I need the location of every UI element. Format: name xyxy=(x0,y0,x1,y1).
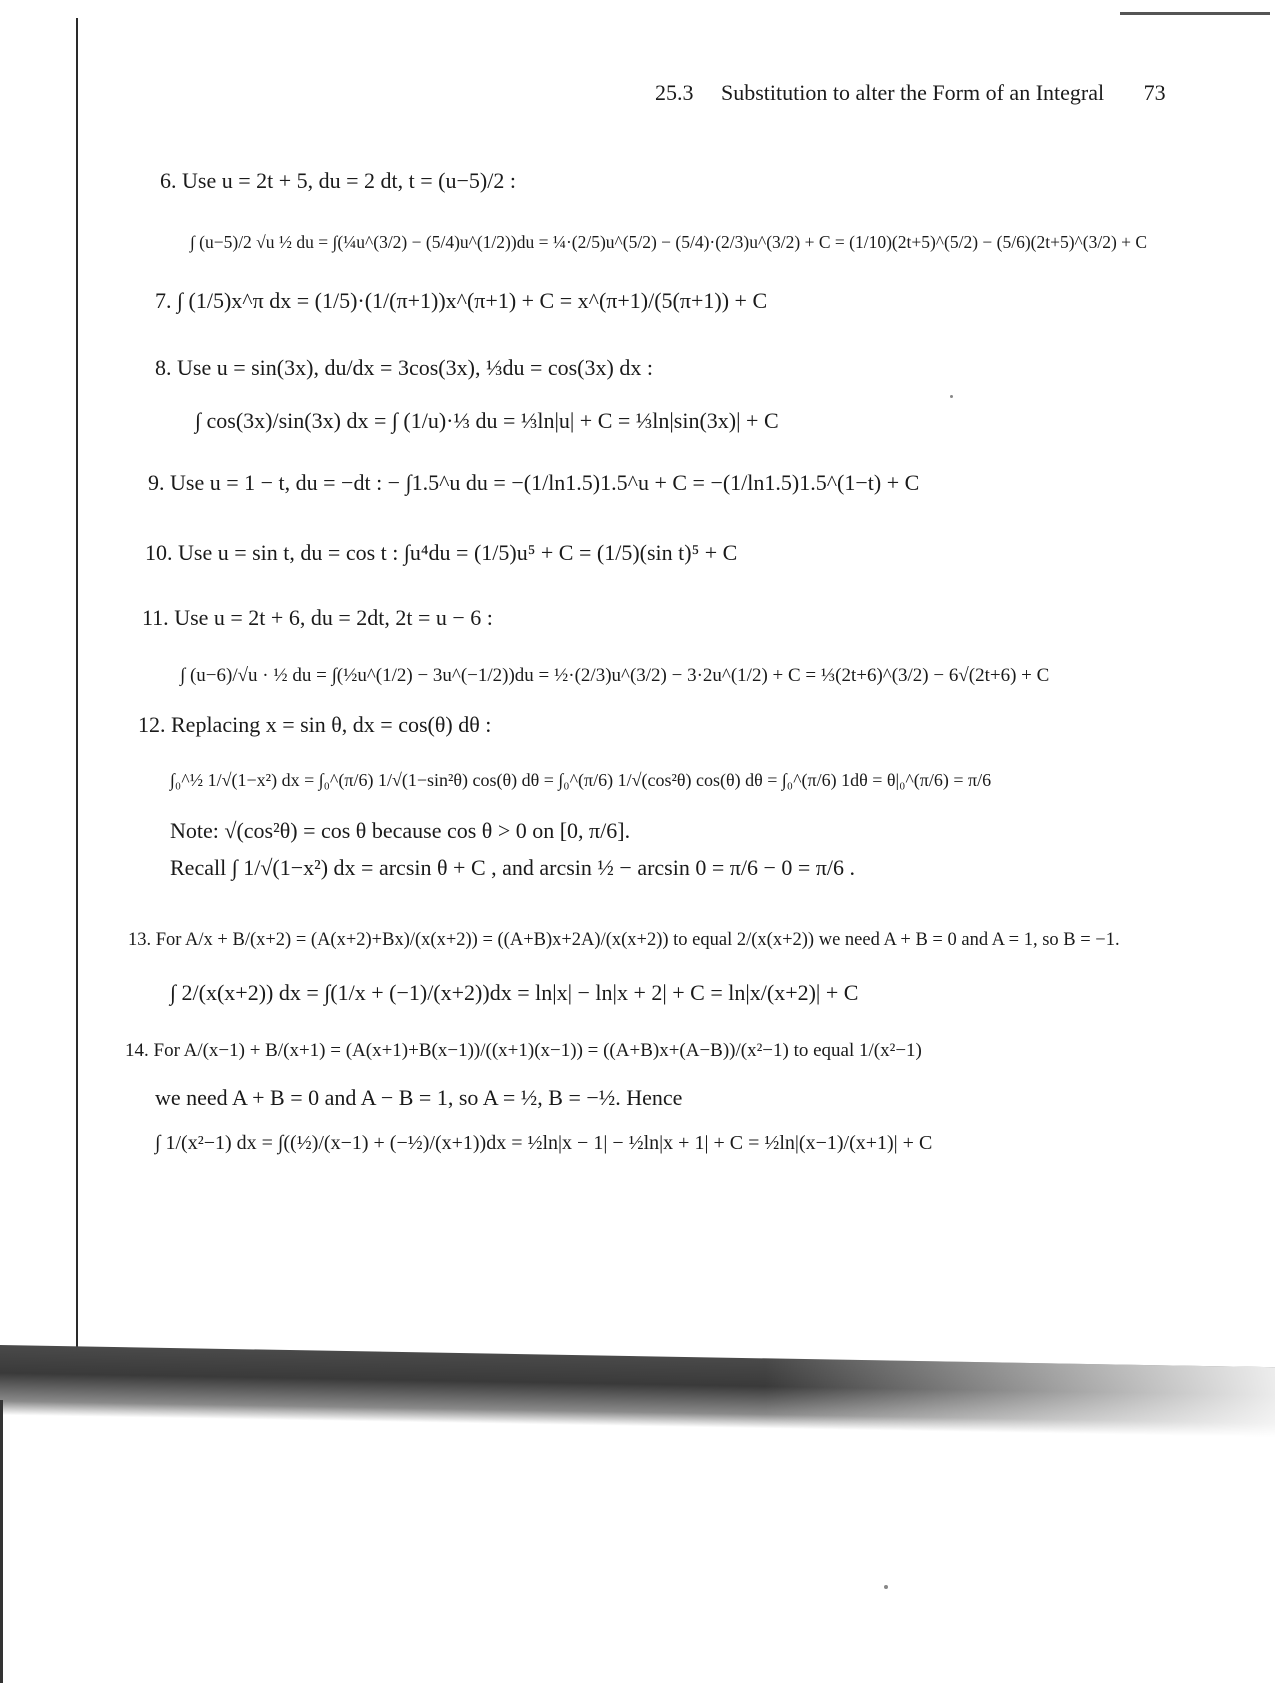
problem-12-note: Note: √(cos²θ) = cos θ because cos θ > 0 on [0, π/6]. xyxy=(170,818,631,843)
section-number: 25.3 xyxy=(655,80,694,105)
problem-7-line-1: 7. ∫ (1/5)x^π dx = (1/5)·(1/(π+1))x^(π+1) + C = x^(π+1)/(5(π+1)) + C xyxy=(155,288,768,313)
problem-11-line-1: 11. Use u = 2t + 6, du = 2dt, 2t = u − 6 : xyxy=(142,605,493,630)
problem-6-line-2: ∫ (u−5)/2 √u ½ du = ∫(¼u^(3/2) − (5/4)u^(1/2))du = ¼·(2/5)u^(5/2) − (5/4)·(2/3)u^(3/2) + C = (1/10)(2t+5)^(5/2) − (5/6)(2t+5)^(3/2) + C xyxy=(190,232,1148,252)
problem-9-line-1: 9. Use u = 1 − t, du = −dt : − ∫1.5^u du = −(1/ln1.5)1.5^u + C = −(1/ln1.5)1.5^(1−t) + C xyxy=(148,470,920,495)
problem-14-line-2: we need A + B = 0 and A − B = 1, so A = ½, B = −½. Hence xyxy=(155,1085,683,1110)
scan-speck xyxy=(884,1585,888,1589)
problem-14-line-3: ∫ 1/(x²−1) dx = ∫((½)/(x−1) + (−½)/(x+1))dx = ½ln|x − 1| − ½ln|x + 1| + C = ½ln|(x−1)/(x+1)| + C xyxy=(155,1132,933,1154)
problem-14-line-1: 14. For A/(x−1) + B/(x+1) = (A(x+1)+B(x−1))/((x+1)(x−1)) = ((A+B)x+(A−B))/(x²−1) to equal 1/(x²−1) xyxy=(125,1040,922,1061)
problem-12-recall: Recall ∫ 1/√(1−x²) dx = arcsin θ + C , and arcsin ½ − arcsin 0 = π/6 − 0 = π/6 . xyxy=(170,855,856,880)
problem-6-line-1: 6. Use u = 2t + 5, du = 2 dt, t = (u−5)/2 : xyxy=(160,168,516,193)
running-header xyxy=(655,80,1166,106)
scan-left-edge xyxy=(0,1400,3,1683)
scan-top-mark xyxy=(1120,12,1270,15)
page-number: 73 xyxy=(1143,80,1166,105)
problem-11-line-2: ∫ (u−6)/√u · ½ du = ∫(½u^(1/2) − 3u^(−1/2))du = ½·(2/3)u^(3/2) − 3·2u^(1/2) + C = ⅓(2t+6)^(3/2) − 6√(2t+6) + C xyxy=(180,665,1050,686)
scan-speck xyxy=(950,395,953,398)
problem-13-line-1: 13. For A/x + B/(x+2) = (A(x+2)+Bx)/(x(x+2)) = ((A+B)x+2A)/(x(x+2)) to equal 2/(x(x+2)) we need A + B = 0 and A = 1, so B = −1. xyxy=(128,930,1120,950)
problem-8-line-1: 8. Use u = sin(3x), du/dx = 3cos(3x), ⅓du = cos(3x) dx : xyxy=(155,355,653,380)
scan-binding-edge xyxy=(76,18,78,1353)
problem-12-line-1: 12. Replacing x = sin θ, dx = cos(θ) dθ : xyxy=(138,712,492,737)
scan-shadow-band xyxy=(0,1345,1275,1437)
problem-10-line-1: 10. Use u = sin t, du = cos t : ∫u⁴du = (1/5)u⁵ + C = (1/5)(sin t)⁵ + C xyxy=(145,540,738,565)
section-title: Substitution to alter the Form of an Integral xyxy=(721,80,1105,105)
problem-13-line-2: ∫ 2/(x(x+2)) dx = ∫(1/x + (−1)/(x+2))dx = ln|x| − ln|x + 2| + C = ln|x/(x+2)| + C xyxy=(170,980,859,1005)
problem-8-line-2: ∫ cos(3x)/sin(3x) dx = ∫ (1/u)·⅓ du = ⅓ln|u| + C = ⅓ln|sin(3x)| + C xyxy=(195,408,779,433)
problem-12-line-2: ∫₀^½ 1/√(1−x²) dx = ∫₀^(π/6) 1/√(1−sin²θ) cos(θ) dθ = ∫₀^(π/6) 1/√(cos²θ) cos(θ) dθ = ∫₀^(π/6) 1dθ = θ|₀^(π/6) = π/6 xyxy=(170,770,992,790)
